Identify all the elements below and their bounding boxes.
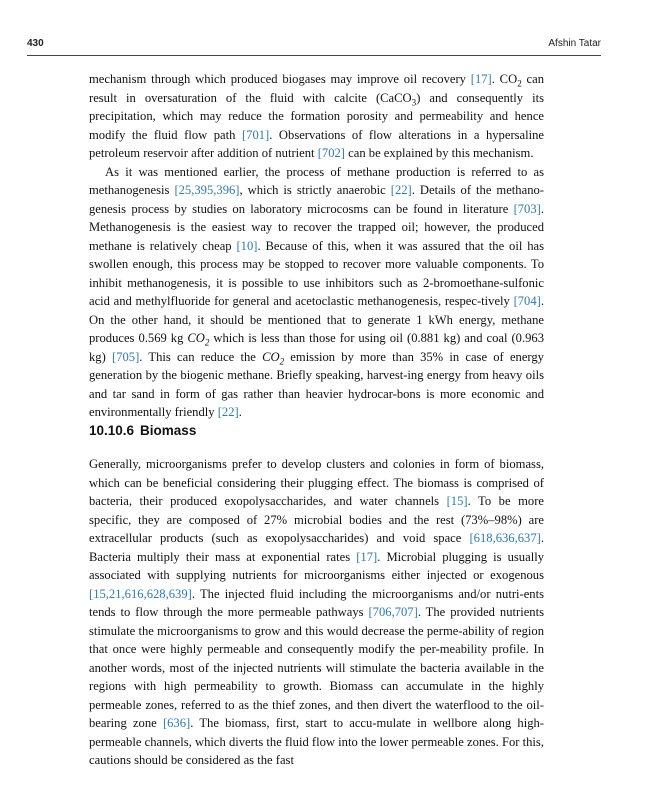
text-run: . The biomass, first, start to accu-mulate in wellbore along high-permeable channels, which diverts the fluid flow into the lower permeable zones. For this, cautions should be considered as the fast [89, 716, 544, 767]
section-heading [89, 423, 196, 438]
citation-link[interactable]: [705] [112, 349, 140, 364]
text-run: mechanism through which produced biogases may improve oil recovery [89, 72, 471, 86]
citation-link[interactable]: [22] [217, 405, 239, 419]
text-run: . [238, 405, 242, 419]
text-run: . Because of this, when it was assured that the oil has swollen enough, this process may be stopped to recover more valuable components. To inhibit methanogenesis, it is possible to use inhibitors such as 2-bromoethane-sulfonic acid and methylfluoride for general and acetoclastic methanogenesis, respec-tively [89, 238, 544, 308]
citation-link[interactable]: [702] [317, 146, 345, 160]
text-run: . Methanogenesis is the easiest way to recover the trapped oil; however, the produced methane is relatively cheap [89, 201, 544, 253]
math-formula: CO [262, 349, 280, 364]
citation-link[interactable]: [17] [356, 549, 378, 564]
citation-link[interactable]: [618,636,637] [469, 531, 541, 545]
paragraph-methanogenesis [89, 163, 544, 422]
text-block-top [89, 70, 544, 422]
subscript: 2 [517, 78, 522, 89]
citation-link[interactable]: [10] [236, 238, 258, 253]
section-title: Biomass [140, 423, 197, 438]
citation-link[interactable]: [701] [241, 127, 270, 142]
text-run: As it was mentioned earlier, the process of methane production is referred to as methanogenesis [89, 164, 544, 197]
citation-link[interactable]: [703] [513, 201, 541, 216]
text-run: . The provided nutrients stimulate the microorganisms to grow and this would decrease the perme-ability of region that once were highly permeable and consequently modify the per-meability profile. In another words, most of the injected nutrients will stimulate the bacteria available in the regions with high permeability to growth. Biomass can accumulate in the highly permeable zones, referred to as the thief zones, and then divert the waterflood to the oil-bearing zone [89, 605, 544, 730]
running-head-author: Afshin Tatar [548, 38, 601, 49]
citation-link[interactable]: [25,395,396] [174, 183, 240, 197]
text-run: Generally, microorganisms prefer to develop clusters and colonies in form of biomass, which can be beneficial considering their plugging effect. The biomass is comprised of bacteria, their produced exopolysaccharides, and water channels [89, 457, 544, 508]
text-run: . Observations of flow alterations in a hypersaline petroleum reservoir after addition of nutrient [89, 127, 545, 160]
subscript: 3 [411, 97, 417, 108]
citation-link[interactable]: [706,707] [368, 605, 418, 619]
subscript: 2 [204, 337, 210, 348]
text-run: . On the other hand, it should be mentioned that to generate 1 kWh energy, methane produces 0.569 kg [89, 294, 544, 345]
text-run: . The injected fluid including the microorganisms and/or nutri-ents tends to flow through the more permeable pathways [89, 586, 544, 619]
text-run: . This can reduce the [139, 349, 263, 364]
text-run: can result in oversaturation of the fluid with calcite (CaCO [89, 72, 544, 105]
citation-link[interactable]: [15,21,616,628,639] [89, 586, 192, 601]
text-run: ) and consequently its precipitation, which may reduce the formation porosity and permeability and hence modify the fluid flow path [89, 90, 545, 142]
page-number: 430 [27, 38, 44, 49]
text-run: . Details of the methano-genesis process by studies on laboratory microcosms can be found in literature [89, 183, 544, 216]
header-rule [27, 55, 601, 56]
paragraph-biomass [89, 455, 544, 770]
text-run: . Microbial plugging is usually associated with supplying nutrients for microorganisms either injected or exogenous [89, 549, 544, 582]
text-run: . Bacteria multiply their mass at exponential rates [89, 531, 544, 564]
text-block-biomass [89, 455, 544, 770]
subscript: 2 [279, 356, 285, 367]
section-number: 10.10.6 [89, 423, 135, 438]
paragraph-mechanism [89, 70, 544, 163]
citation-link[interactable]: [17] [470, 72, 492, 86]
citation-link[interactable]: [22] [390, 183, 412, 197]
text-run: . To be more specific, they are composed of 27% microbial bodies and the rest (73%–98%) are extracellular products (such as exopolysaccharides) and void space [89, 494, 544, 545]
text-run: which is less than those for using oil (0.881 kg) and coal (0.963 kg) [89, 331, 544, 364]
text-run: . CO [491, 72, 518, 86]
text-run: , which is strictly anaerobic [239, 183, 391, 197]
citation-link[interactable]: [15] [446, 494, 468, 508]
math-formula: CO [187, 331, 205, 345]
text-run: emission by more than 35% in case of energy generation by the biogenic methane. Briefly speaking, harvest-ing energy from heavy oils and tar sand in form of gas rather than heavier hydrocar-bons is more economic and environmentally friendly [89, 349, 544, 419]
citation-link[interactable]: [704] [513, 294, 541, 308]
citation-link[interactable]: [636] [162, 716, 191, 730]
text-run: can be explained by this mechanism. [345, 146, 534, 160]
